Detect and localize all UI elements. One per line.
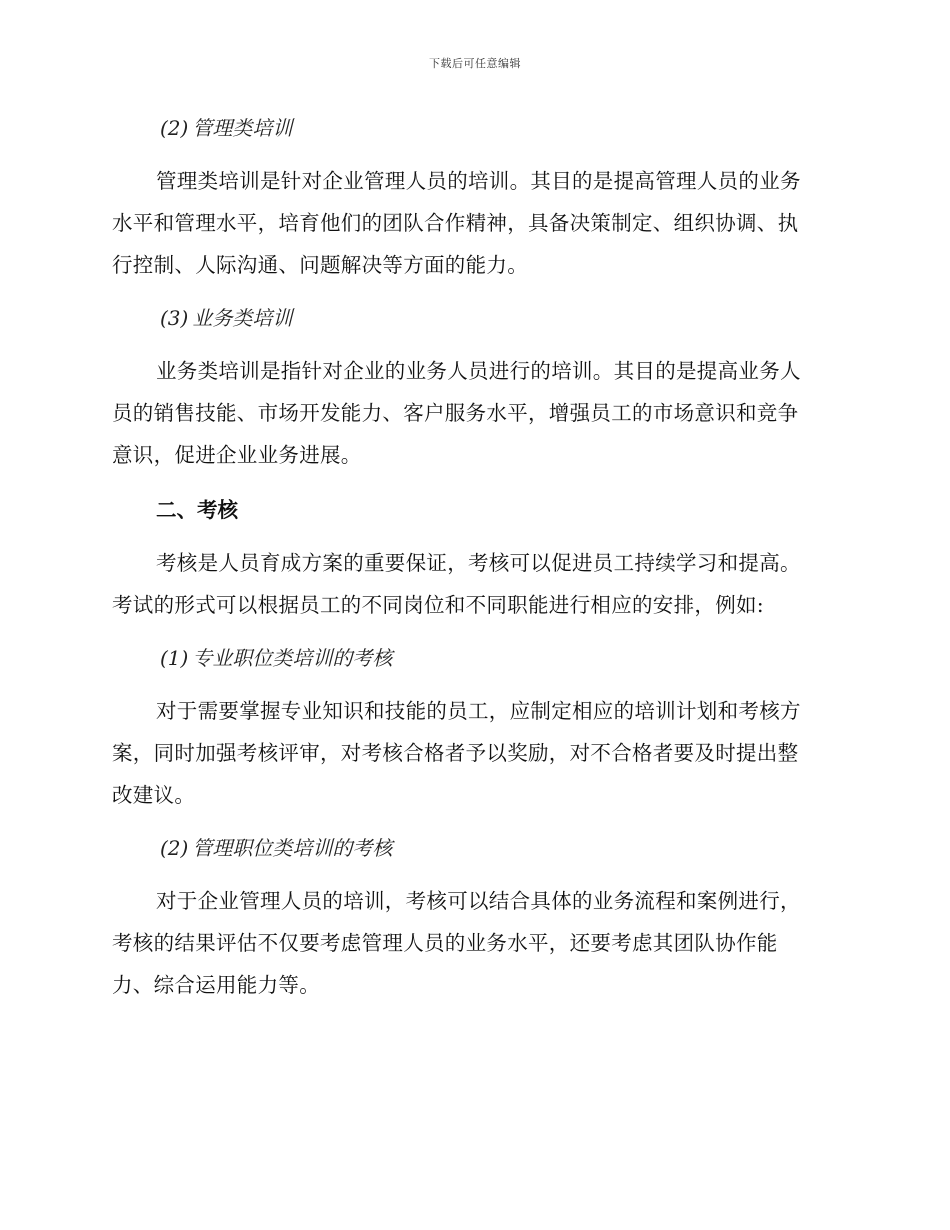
paragraph-line: 考试的形式可以根据员工的不同岗位和不同职能进行相应的安排，例如:: [112, 593, 765, 617]
subheading-number: (2): [160, 116, 189, 140]
subheading-title: 管理职位类培训的考核: [192, 836, 393, 860]
subheading-number: (3): [160, 306, 189, 330]
paragraph-line: 意识，促进企业业务进展。: [112, 443, 362, 467]
paragraph-line: 考核的结果评估不仅要考虑管理人员的业务水平，还要考虑其团队协作能: [112, 931, 778, 955]
subheading-professional-assessment: [112, 638, 832, 678]
paragraph-line: 改建议。: [112, 783, 196, 807]
subheading-title: 管理类培训: [192, 116, 293, 140]
paragraph-line: 案，同时加强考核评审，对考核合格者予以奖励，对不合格者要及时提出整: [112, 741, 799, 765]
subheading-number: (1): [160, 646, 189, 670]
paragraph-line: 力、综合运用能力等。: [112, 973, 320, 997]
paragraph-line: 管理类培训是针对企业管理人员的培训。其目的是提高管理人员的业务: [156, 169, 801, 193]
paragraph-management-assessment: [112, 880, 832, 1006]
subheading-management-training: [112, 108, 832, 148]
paragraph-line: 水平和管理水平，培育他们的团队合作精神，具备决策制定、组织协调、执: [112, 211, 799, 235]
subheading-business-training: [112, 298, 832, 338]
paragraph-management-training: [112, 160, 832, 286]
paragraph-business-training: [112, 350, 832, 476]
paragraph-line: 对于需要掌握专业知识和技能的员工，应制定相应的培训计划和考核方: [156, 699, 801, 723]
document-body: [112, 108, 832, 1018]
section-heading-assessment: 二、考核: [156, 498, 238, 522]
subheading-title: 业务类培训: [192, 306, 293, 330]
paragraph-line: 员的销售技能、市场开发能力、客户服务水平，增强员工的市场意识和竞争: [112, 401, 799, 425]
paragraph-professional-assessment: [112, 690, 832, 816]
paragraph-line: 对于企业管理人员的培训，考核可以结合具体的业务流程和案例进行，: [156, 889, 801, 913]
paragraph-assessment-intro: [112, 542, 832, 626]
subheading-number: (2): [160, 836, 189, 860]
subheading-title: 专业职位类培训的考核: [192, 646, 393, 670]
page-header: 下载后可任意编辑: [429, 57, 521, 70]
paragraph-line: 行控制、人际沟通、问题解决等方面的能力。: [112, 253, 528, 277]
paragraph-line: 业务类培训是指针对企业的业务人员进行的培训。其目的是提高业务人: [156, 359, 801, 383]
subheading-management-assessment: [112, 828, 832, 868]
paragraph-line: 考核是人员育成方案的重要保证，考核可以促进员工持续学习和提高。: [156, 551, 801, 575]
